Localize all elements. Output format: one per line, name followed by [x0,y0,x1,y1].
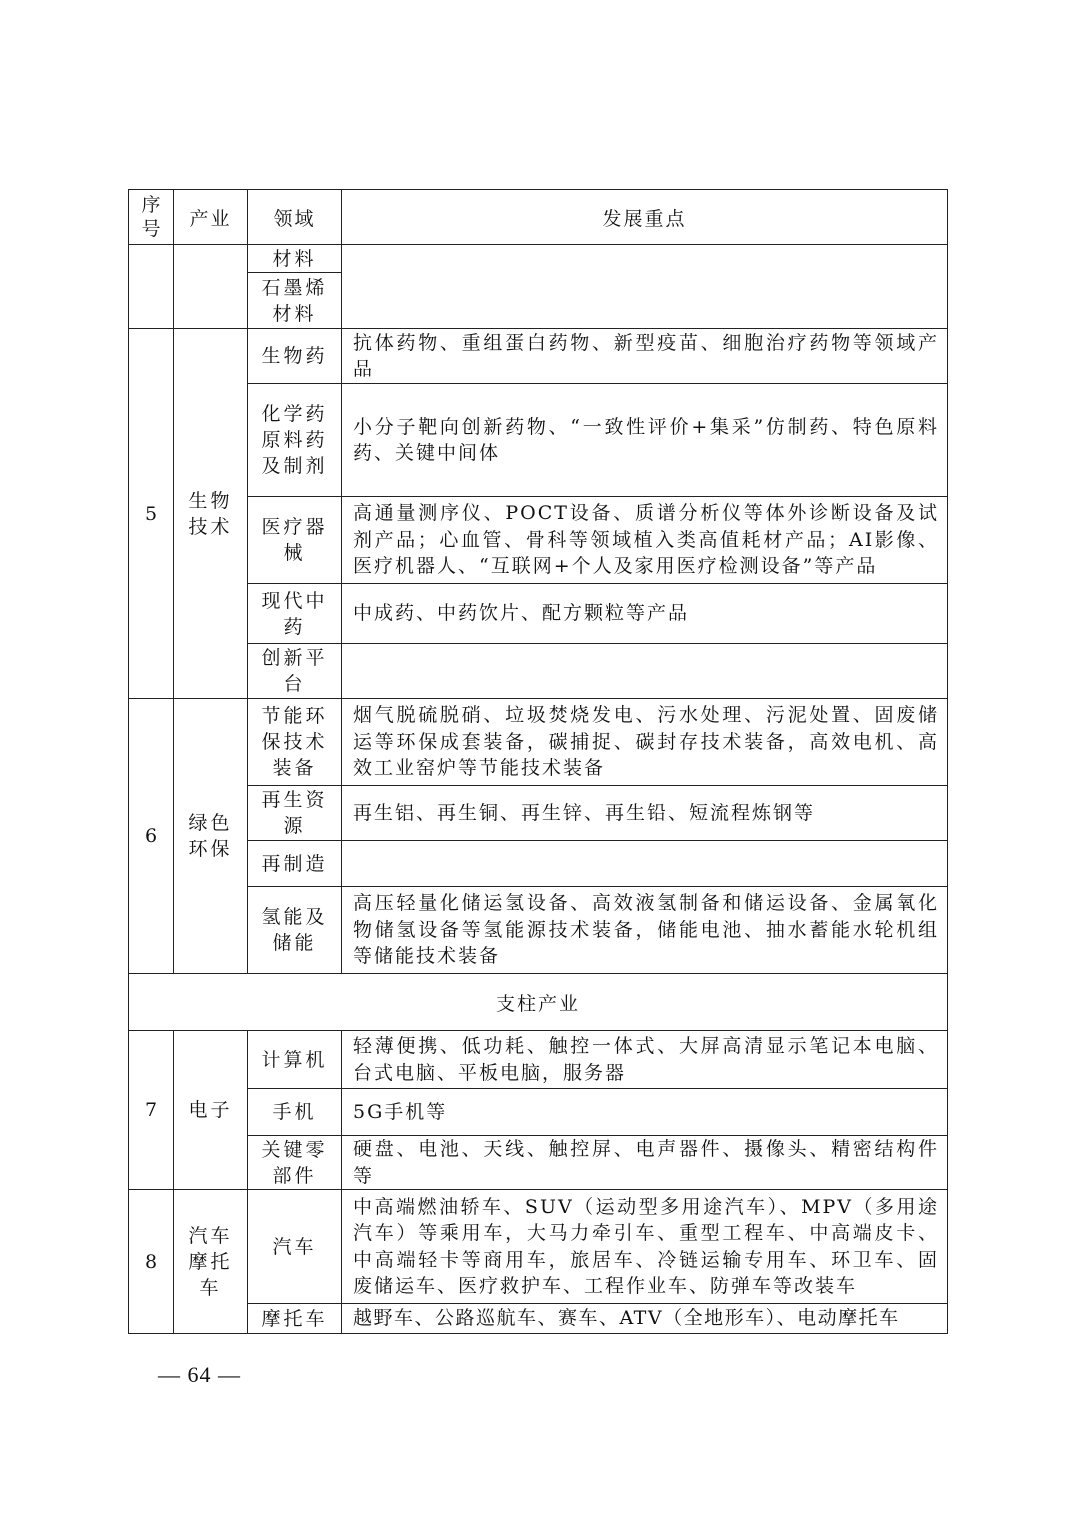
field-cell: 节能环 保技术 装备 [248,699,342,786]
table-row [129,1089,948,1136]
field-cell: 石墨烯 材料 [248,273,342,329]
focus-cell: 再生铝、再生铜、再生锌、再生铅、短流程炼钢等 [342,786,948,841]
table-row [129,584,948,644]
industry-cell: 绿色 环保 [174,699,248,974]
focus-cell [342,841,948,887]
focus-cell: 高压轻量化储运氢设备、高效液氢制备和储运设备、金属氧化物储氢设备等氢能源技术装备，储能电池、抽水蓄能水轮机组等储能技术装备 [342,887,948,974]
focus-cell: 烟气脱硫脱硝、垃圾焚烧发电、污水处理、污泥处置、固废储运等环保成套装备，碳捕捉、碳封存技术装备，高效电机、高效工业窑炉等节能技术装备 [342,699,948,786]
industry-cell: 电子 [174,1031,248,1190]
header-row [129,190,948,245]
table-row [129,699,948,786]
focus-cell: 高通量测序仪、POCT设备、质谱分析仪等体外诊断设备及试剂产品；心血管、骨科等领域植入类高值耗材产品；AI影像、医疗机器人、“互联网+个人及家用医疗检测设备”等产品 [342,497,948,584]
table-row [129,497,948,584]
focus-cell: 5G手机等 [342,1089,948,1136]
seq-cell: 5 [129,329,174,699]
table-row [129,245,948,273]
page-number: — 64 — [158,1362,241,1387]
field-cell: 汽车 [248,1190,342,1304]
table-row [129,841,948,887]
field-cell: 计算机 [248,1031,342,1089]
focus-cell [342,644,948,699]
seq-cell: 6 [129,699,174,974]
table-row [129,644,948,699]
table-row [129,1190,948,1304]
field-cell: 关键零 部件 [248,1136,342,1190]
focus-cell [342,245,948,329]
table-row [129,1304,948,1334]
field-cell: 手机 [248,1089,342,1136]
table-row [129,384,948,497]
header-seq: 序 号 [129,190,174,245]
table-row [129,1031,948,1089]
field-cell: 化学药 原料药 及制剂 [248,384,342,497]
table-row [129,329,948,384]
field-cell: 摩托车 [248,1304,342,1334]
seq-cell: 8 [129,1190,174,1334]
focus-cell: 轻薄便携、低功耗、触控一体式、大屏高清显示笔记本电脑、台式电脑、平板电脑，服务器 [342,1031,948,1089]
industry-cell-empty [174,245,248,329]
focus-cell: 小分子靶向创新药物、“一致性评价+集采”仿制药、特色原料药、关键中间体 [342,384,948,497]
section-title: 支柱产业 [129,974,948,1031]
seq-cell-empty [129,245,174,329]
focus-cell: 中成药、中药饮片、配方颗粒等产品 [342,584,948,644]
development-focus-table [128,189,948,1334]
header-industry: 产业 [174,190,248,245]
field-cell: 创新平 台 [248,644,342,699]
header-field: 领域 [248,190,342,245]
field-cell: 氢能及 储能 [248,887,342,974]
industry-cell: 汽车 摩托 车 [174,1190,248,1334]
field-cell: 现代中 药 [248,584,342,644]
table-row [129,887,948,974]
industry-cell: 生物 技术 [174,329,248,699]
field-cell: 材料 [248,245,342,273]
focus-cell: 抗体药物、重组蛋白药物、新型疫苗、细胞治疗药物等领域产品 [342,329,948,384]
field-cell: 生物药 [248,329,342,384]
field-cell: 再生资 源 [248,786,342,841]
table-row [129,786,948,841]
focus-cell: 硬盘、电池、天线、触控屏、电声器件、摄像头、精密结构件等 [342,1136,948,1190]
field-cell: 再制造 [248,841,342,887]
header-focus: 发展重点 [342,190,948,245]
seq-cell: 7 [129,1031,174,1190]
focus-cell: 中高端燃油轿车、SUV（运动型多用途汽车）、MPV（多用途汽车）等乘用车，大马力牵引车、重型工程车、中高端皮卡、中高端轻卡等商用车，旅居车、冷链运输专用车、环卫车、固废储运车、医疗救护车、工程作业车、防弹车等改装车 [342,1190,948,1304]
field-cell: 医疗器 械 [248,497,342,584]
table-row [129,1136,948,1190]
focus-cell: 越野车、公路巡航车、赛车、ATV（全地形车）、电动摩托车 [342,1304,948,1334]
section-row [129,974,948,1031]
